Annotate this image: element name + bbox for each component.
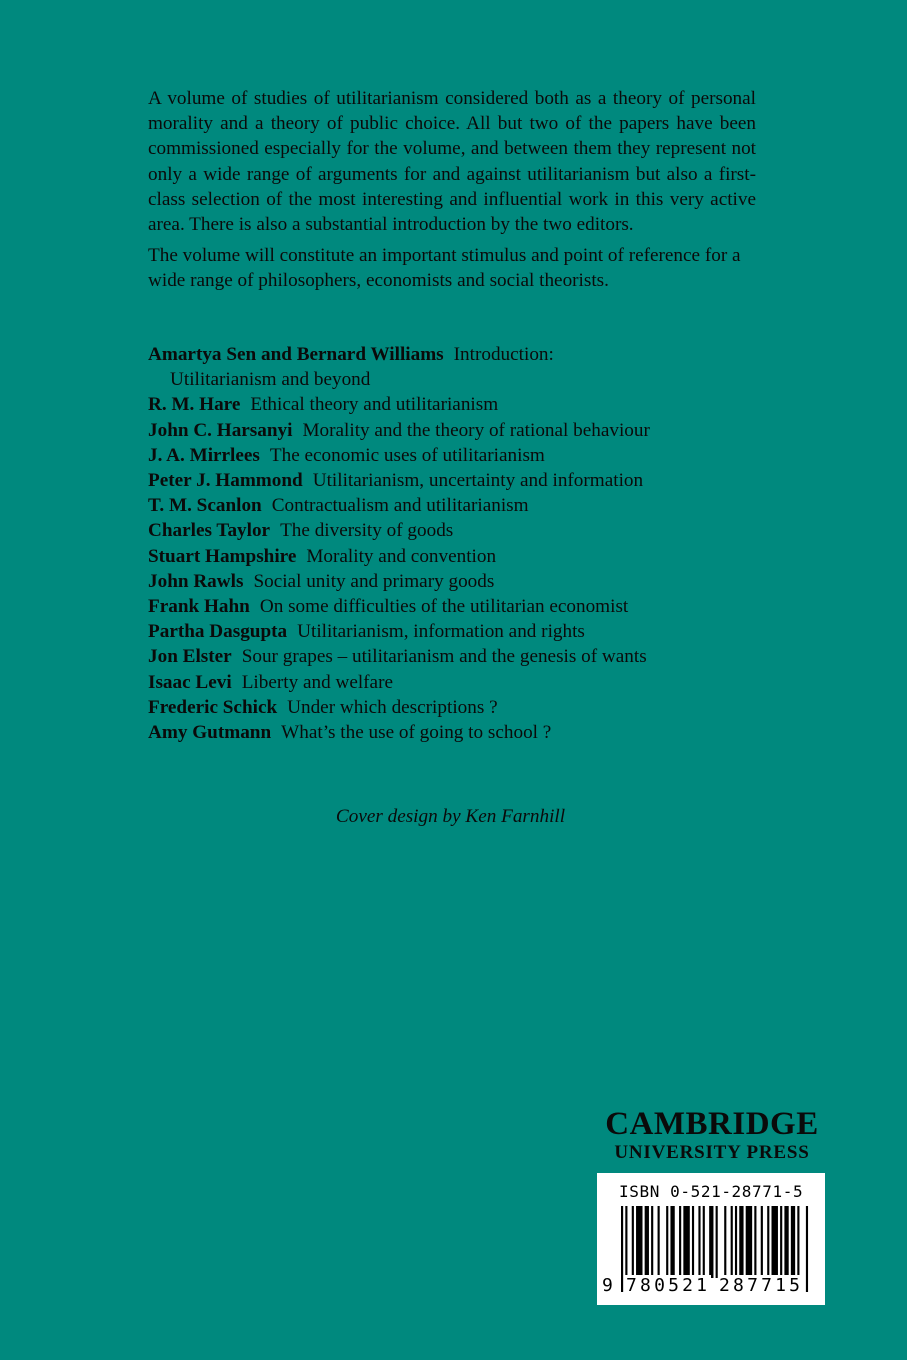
entry-title: The economic uses of utilitarianism — [269, 444, 545, 466]
contents-entry — [148, 619, 788, 644]
entry-title-continuation: Utilitarianism and beyond — [170, 369, 371, 391]
ean-lead-digit: 9 — [602, 1275, 613, 1296]
ean-digits — [597, 1173, 825, 1305]
publisher-subtitle: UNIVERSITY PRESS — [614, 1142, 810, 1163]
entry-author: Amartya Sen and Bernard Williams — [148, 344, 444, 365]
credit-text: Cover design by Ken Farnhill — [335, 806, 566, 827]
ean-group-1: 780521 — [626, 1275, 711, 1296]
barcode-panel — [597, 1173, 825, 1305]
entry-author: J. A. Mirrlees — [148, 444, 260, 466]
entry-author: Frank Hahn — [148, 596, 250, 618]
entry-title: What’s the use of going to school ? — [281, 722, 552, 744]
blurb — [148, 86, 756, 300]
entry-author: Stuart Hampshire — [148, 545, 297, 567]
entry-title: Utilitarianism, uncertainty and information — [312, 470, 644, 492]
entry-author: Amy Gutmann — [148, 722, 272, 744]
contents-entry — [148, 569, 788, 594]
entry-author: Charles Taylor — [148, 520, 271, 542]
contents-entry — [148, 544, 788, 569]
entry-author: T. M. Scanlon — [148, 495, 262, 517]
contents-entry — [148, 670, 788, 695]
contents-entry — [148, 392, 788, 417]
ean-group-2: 287715 — [719, 1275, 804, 1296]
entry-title: Liberty and welfare — [241, 671, 393, 693]
entry-author: Peter J. Hammond — [148, 470, 303, 492]
entry-title: Social unity and primary goods — [253, 570, 495, 592]
blurb-paragraph-1: A volume of studies of utilitarianism considered both as a theory of personal morality and a theory of public choice. All but two of the papers have been commissioned especially for the volume, and between them they represent not only a wide range of arguments for and against utilitarianism but also a first-class selection of the most interesting and influential work in this very active area. There is also a substantial introduction by the two editors. — [148, 88, 756, 236]
entry-title: Ethical theory and utilitarianism — [250, 394, 499, 416]
contents-entry — [148, 443, 788, 468]
contents-entry — [148, 468, 788, 493]
contents-entry — [148, 418, 788, 443]
entry-title: Morality and convention — [306, 545, 497, 567]
publisher-logo — [592, 1106, 832, 1164]
entry-author: Jon Elster — [148, 646, 232, 668]
entry-author: Frederic Schick — [148, 696, 278, 718]
contents-entry — [148, 342, 788, 392]
entry-title: Introduction: — [453, 344, 554, 365]
entry-author: Isaac Levi — [148, 671, 232, 693]
entry-title: On some difficulties of the utilitarian economist — [259, 596, 629, 618]
contents-entry — [148, 720, 788, 745]
isbn-number: ISBN 0-521-28771-5 — [619, 1182, 804, 1201]
publisher-name: CAMBRIDGE — [605, 1106, 819, 1142]
entry-title: Sour grapes – utilitarianism and the genesis of wants — [241, 646, 647, 668]
entry-title: Under which descriptions ? — [287, 696, 498, 718]
entry-author: R. M. Hare — [148, 394, 241, 416]
contents-entry — [148, 594, 788, 619]
entry-title: The diversity of goods — [280, 520, 454, 542]
contents-entry — [148, 644, 788, 669]
contents-list — [148, 342, 788, 745]
entry-author: Partha Dasgupta — [148, 621, 288, 643]
entry-author: John Rawls — [148, 570, 244, 592]
contents-entry — [148, 695, 788, 720]
cover-design-credit — [0, 806, 907, 828]
contents-entry — [148, 493, 788, 518]
entry-author: John C. Harsanyi — [148, 419, 293, 441]
entry-title: Utilitarianism, information and rights — [297, 621, 585, 643]
entry-title: Contractualism and utilitarianism — [271, 495, 529, 517]
contents-entry — [148, 518, 788, 543]
blurb-paragraph-2: The volume will constitute an important stimulus and point of reference for a wide range of philosophers, economists and social theorists. — [148, 245, 741, 292]
entry-title: Morality and the theory of rational behaviour — [302, 419, 650, 441]
